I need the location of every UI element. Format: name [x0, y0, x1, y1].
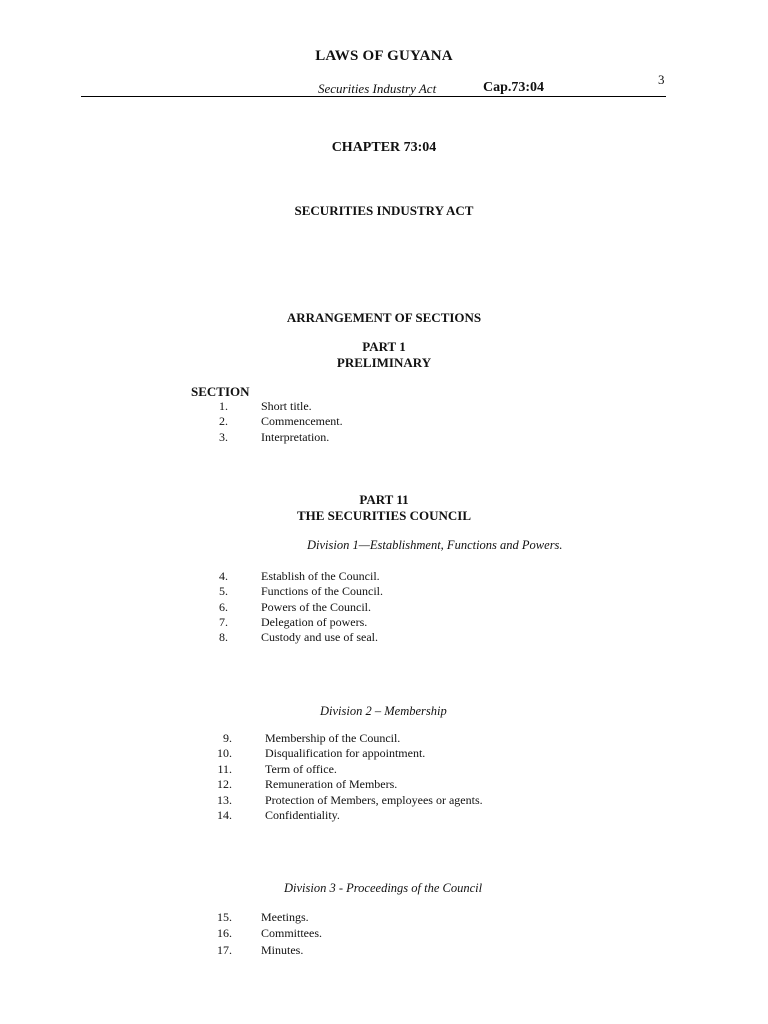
division2-heading: Division 2 – Membership — [320, 704, 447, 718]
section-number: 2. — [219, 414, 228, 429]
running-header-title: LAWS OF GUYANA — [315, 48, 453, 64]
section-title: Committees. — [261, 926, 322, 941]
section-title: Protection of Members, employees or agents. — [265, 792, 483, 807]
section-number: 5. — [219, 584, 228, 599]
section-number: 3. — [219, 429, 228, 444]
section-title: Custody and use of seal. — [261, 630, 378, 645]
section-title: Minutes. — [261, 942, 304, 957]
section-number: 10. — [217, 746, 232, 761]
section-number: 1. — [219, 399, 228, 413]
section-title: Disqualification for appointment. — [265, 746, 426, 761]
section-title: Remuneration of Members. — [265, 777, 398, 792]
section-number: 13. — [217, 792, 232, 807]
section-title: Interpretation. — [261, 429, 330, 444]
section-number: 12. — [217, 777, 232, 792]
section-title: Membership of the Council. — [265, 731, 401, 745]
section-title: Confidentiality. — [265, 808, 340, 822]
section-title: Functions of the Council. — [261, 584, 383, 599]
section-title: Short title. — [261, 399, 312, 413]
section-number: 7. — [219, 614, 228, 629]
section-number: 15. — [217, 910, 232, 924]
page-number: 3 — [658, 72, 665, 87]
section-number: 4. — [219, 569, 228, 583]
running-header-cap: Cap.73:04 — [483, 80, 545, 95]
section-number: 9. — [223, 731, 232, 745]
part1-number: PART 1 — [362, 339, 406, 354]
section-column-label: SECTION — [191, 384, 250, 399]
act-title: SECURITIES INDUSTRY ACT — [294, 203, 474, 218]
section-number: 17. — [217, 942, 232, 957]
section-title: Commencement. — [261, 414, 343, 429]
running-header-act-name: Securities Industry Act — [318, 81, 437, 96]
arrangement-heading: ARRANGEMENT OF SECTIONS — [286, 310, 482, 325]
division3-heading: Division 3 - Proceedings of the Council — [284, 881, 483, 895]
part1-title: PRELIMINARY — [336, 355, 432, 370]
section-title: Establish of the Council. — [261, 569, 380, 583]
section-title: Meetings. — [261, 910, 309, 924]
part2-number: PART 11 — [359, 492, 409, 507]
section-number: 11. — [217, 761, 232, 776]
section-number: 6. — [219, 599, 228, 614]
section-title: Term of office. — [265, 761, 337, 776]
header-rule — [81, 96, 666, 97]
division1-heading: Division 1—Establishment, Functions and Powers. — [307, 538, 563, 552]
section-title: Delegation of powers. — [261, 614, 368, 629]
part2-title: THE SECURITIES COUNCIL — [296, 508, 472, 523]
section-number: 14. — [217, 808, 232, 822]
chapter-heading: CHAPTER 73:04 — [331, 140, 437, 155]
section-number: 16. — [217, 926, 232, 941]
section-number: 8. — [219, 630, 228, 645]
section-title: Powers of the Council. — [261, 599, 371, 614]
